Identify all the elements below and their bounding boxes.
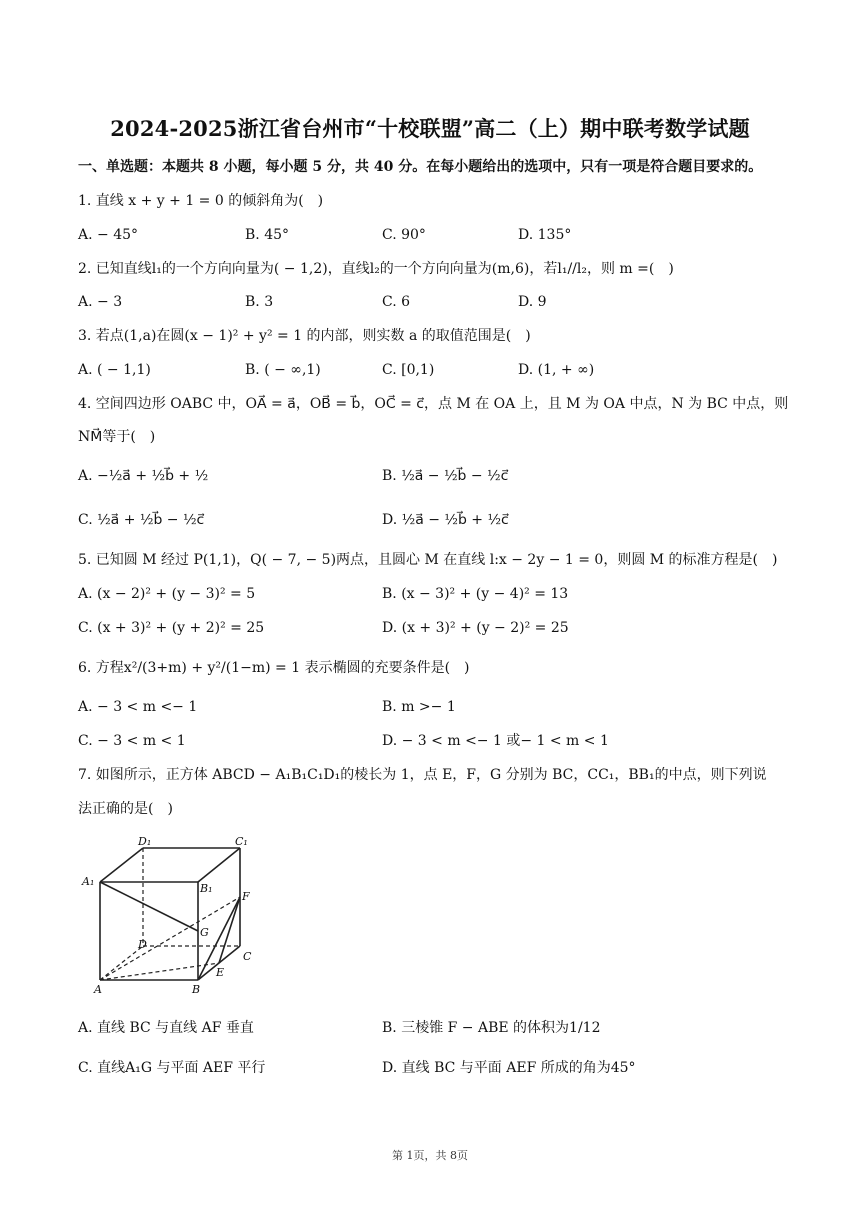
- q6-option-d: D. − 3 < m <− 1 或− 1 < m < 1: [382, 733, 609, 749]
- page-footer: 第 1页，共 8页: [392, 1149, 468, 1162]
- question-4-stem-cont: NM⃗等于( ): [78, 429, 156, 445]
- seg-a1g: [100, 882, 198, 931]
- q5-option-b: B. (x − 3)² + (y − 4)² = 13: [382, 586, 569, 602]
- label-e: E: [216, 966, 225, 979]
- q1-option-a: A. − 45°: [78, 227, 139, 243]
- edge-b1c1: [198, 848, 240, 882]
- question-1-stem: 1. 直线 x + y + 1 = 0 的倾斜角为( ): [78, 193, 324, 209]
- label-b: B: [192, 983, 201, 996]
- q3-option-c: C. [0,1): [382, 362, 435, 378]
- q1-option-b: B. 45°: [245, 227, 290, 243]
- label-b1: B₁: [200, 882, 213, 895]
- q2-option-b: B. 3: [245, 294, 274, 310]
- label-d1: D₁: [138, 836, 152, 848]
- page-title: 2024-2025浙江省台州市“十校联盟”高二（上）期中联考数学试题: [110, 116, 750, 141]
- q3-option-a: A. ( − 1,1): [78, 362, 151, 378]
- q4-option-a: A. −½a⃗ + ½b⃗ + ½: [78, 468, 209, 484]
- q7-option-a: A. 直线 BC 与直线 AF 垂直: [78, 1020, 254, 1036]
- q1-option-d: D. 135°: [518, 227, 572, 243]
- label-c: C: [243, 950, 252, 963]
- q5-option-c: C. (x + 3)² + (y + 2)² = 25: [78, 620, 265, 636]
- question-2-stem: 2. 已知直线l₁的一个方向向量为( − 1,2)，直线l₂的一个方向向量为(m,6)，若l₁//l₂，则 m =( ): [78, 261, 674, 277]
- q7-option-d: D. 直线 BC 与平面 AEF 所成的角为45°: [382, 1060, 636, 1076]
- q6-option-a: A. − 3 < m <− 1: [78, 699, 198, 715]
- q3-option-d: D. (1, + ∞): [518, 362, 595, 378]
- label-d: D: [138, 938, 147, 951]
- q2-option-d: D. 9: [518, 294, 547, 310]
- edge-a1d1: [100, 848, 143, 882]
- question-7-stem: 7. 如图所示，正方体 ABCD − A₁B₁C₁D₁的棱长为 1，点 E，F，G 分别为 BC，CC₁，BB₁的中点，则下列说: [78, 767, 767, 783]
- q4-option-d: D. ½a⃗ − ½b⃗ + ½c⃗: [382, 512, 509, 528]
- label-g: G: [200, 926, 209, 939]
- label-a: A: [94, 983, 102, 996]
- q5-option-a: A. (x − 2)² + (y − 3)² = 5: [78, 586, 256, 602]
- label-a1: A₁: [82, 875, 95, 888]
- q6-option-b: B. m >− 1: [382, 699, 456, 715]
- q4-option-b: B. ½a⃗ − ½b⃗ − ½c⃗: [382, 468, 509, 484]
- q5-option-d: D. (x + 3)² + (y − 2)² = 25: [382, 620, 569, 636]
- label-c1: C₁: [235, 836, 248, 848]
- question-3-stem: 3. 若点(1,a)在圆(x − 1)² + y² = 1 的内部，则实数 a 的取值范围是( ): [78, 328, 531, 344]
- q7-option-c: C. 直线A₁G 与平面 AEF 平行: [78, 1060, 266, 1076]
- cube-figure: [80, 836, 260, 996]
- section-heading: 一、单选题：本题共 8 小题，每小题 5 分，共 40 分。在每小题给出的选项中，只有一项是符合题目要求的。: [78, 159, 763, 175]
- q6-option-c: C. − 3 < m < 1: [78, 733, 186, 749]
- q1-option-c: C. 90°: [382, 227, 426, 243]
- question-6-stem: 6. 方程x²/(3+m) + y²/(1−m) = 1 表示椭圆的充要条件是( ): [78, 660, 470, 676]
- question-5-stem: 5. 已知圆 M 经过 P(1,1)，Q( − 7, − 5)两点，且圆心 M 在直线 l:x − 2y − 1 = 0，则圆 M 的标准方程是( ): [78, 552, 778, 568]
- question-7-stem-cont: 法正确的是( ): [78, 801, 173, 817]
- q2-option-a: A. − 3: [78, 294, 123, 310]
- q4-option-c: C. ½a⃗ + ½b⃗ − ½c⃗: [78, 512, 205, 528]
- q3-option-b: B. ( − ∞,1): [245, 362, 321, 378]
- question-4-stem: 4. 空间四边形 OABC 中，OA⃗ = a⃗，OB⃗ = b⃗，OC⃗ = c⃗，点 M 在 OA 上，且 M 为 OA 中点，N 为 BC 中点，则: [78, 396, 789, 412]
- label-f: F: [242, 890, 250, 903]
- q7-option-b: B. 三棱锥 F − ABE 的体积为1/12: [382, 1020, 601, 1036]
- q2-option-c: C. 6: [382, 294, 411, 310]
